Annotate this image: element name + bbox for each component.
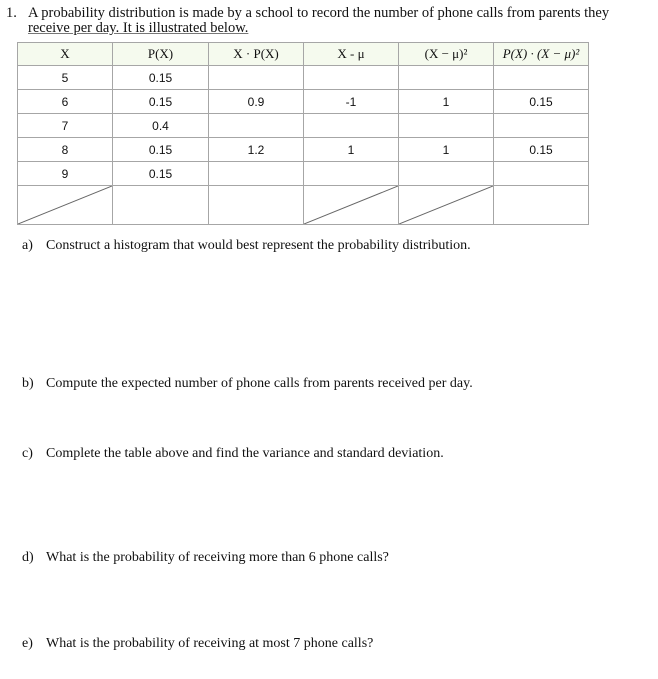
header-sq-dev: (X − μ)² xyxy=(399,43,494,66)
table-cell: 0.15 xyxy=(113,66,209,90)
part-text: What is the probability of receiving at most 7 phone calls? xyxy=(46,636,374,651)
table-total-row xyxy=(18,186,589,225)
table-cell xyxy=(494,186,589,225)
crossed-out-cell xyxy=(304,186,399,225)
table-cell: 6 xyxy=(18,90,113,114)
table-cell: 0.15 xyxy=(494,90,589,114)
table-cell xyxy=(399,162,494,186)
question-text xyxy=(28,6,638,36)
table-cell xyxy=(113,186,209,225)
crossed-out-cell xyxy=(399,186,494,225)
table-cell: 1.2 xyxy=(209,138,304,162)
table-cell: 1 xyxy=(399,138,494,162)
part-text: What is the probability of receiving more than 6 phone calls? xyxy=(46,550,389,565)
header-px: P(X) xyxy=(113,43,209,66)
table-cell xyxy=(209,66,304,90)
table-cell xyxy=(209,186,304,225)
part-label: c) xyxy=(22,446,33,461)
table-cell xyxy=(399,66,494,90)
table-cell xyxy=(494,66,589,90)
table-cell: 0.15 xyxy=(494,138,589,162)
table-cell xyxy=(209,162,304,186)
table-cell: 0.15 xyxy=(113,90,209,114)
table-cell xyxy=(494,114,589,138)
table-row xyxy=(18,114,589,138)
table-cell xyxy=(304,114,399,138)
question-number: 1. xyxy=(6,5,17,21)
table-cell: 1 xyxy=(304,138,399,162)
table-row xyxy=(18,162,589,186)
table-cell xyxy=(304,162,399,186)
table-cell xyxy=(304,66,399,90)
table-cell: 0.15 xyxy=(113,138,209,162)
diagonal-line xyxy=(399,186,493,224)
table-cell: 8 xyxy=(18,138,113,162)
question-line-2: receive per day. It is illustrated below. xyxy=(28,20,249,36)
crossed-out-cell xyxy=(18,186,113,225)
diagonal-line xyxy=(18,186,112,224)
header-x-minus-mu: X - μ xyxy=(304,43,399,66)
table-cell xyxy=(494,162,589,186)
table-cell: 0.4 xyxy=(113,114,209,138)
table-cell: 0.15 xyxy=(113,162,209,186)
table-cell xyxy=(209,114,304,138)
part-c xyxy=(22,446,444,462)
header-weighted-sq-dev: P(X) · (X − μ)² xyxy=(494,43,589,66)
part-text: Compute the expected number of phone calls from parents received per day. xyxy=(46,376,473,391)
part-text: Complete the table above and find the variance and standard deviation. xyxy=(46,446,444,461)
table-cell: 5 xyxy=(18,66,113,90)
table-cell: 9 xyxy=(18,162,113,186)
part-label: d) xyxy=(22,550,34,565)
table-cell: 0.9 xyxy=(209,90,304,114)
table-row xyxy=(18,90,589,114)
question-line-1: A probability distribution is made by a school to record the number of phone calls from parents they xyxy=(28,5,610,21)
table-cell: 7 xyxy=(18,114,113,138)
table-header-row xyxy=(18,43,589,66)
part-label: b) xyxy=(22,376,34,391)
part-label: a) xyxy=(22,238,33,253)
table-cell: 1 xyxy=(399,90,494,114)
part-e xyxy=(22,636,373,652)
part-text: Construct a histogram that would best represent the probability distribution. xyxy=(46,238,471,253)
table-cell: -1 xyxy=(304,90,399,114)
header-x: X xyxy=(18,43,113,66)
part-a xyxy=(22,238,471,254)
diagonal-line xyxy=(304,186,398,224)
table-row xyxy=(18,66,589,90)
header-x-px: X · P(X) xyxy=(209,43,304,66)
probability-table xyxy=(17,42,589,225)
part-d xyxy=(22,550,389,566)
table-row xyxy=(18,138,589,162)
table-cell xyxy=(399,114,494,138)
part-label: e) xyxy=(22,636,33,651)
part-b xyxy=(22,376,473,392)
